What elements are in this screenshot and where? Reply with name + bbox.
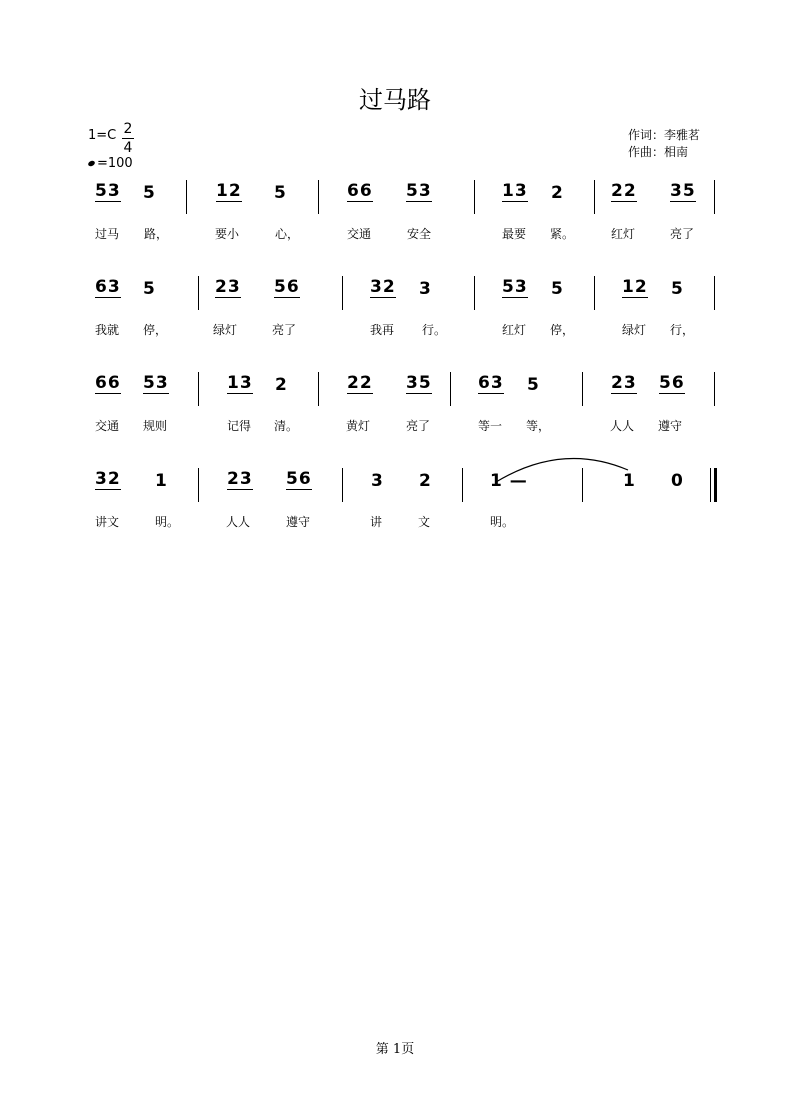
lyric: 文 bbox=[418, 515, 431, 529]
score-system-4 bbox=[88, 470, 718, 570]
lyric: 亮了 bbox=[272, 323, 297, 337]
composer: 作曲：相南 bbox=[628, 145, 689, 159]
note-group: 56 bbox=[659, 373, 685, 393]
lyric: 我就 bbox=[95, 323, 120, 337]
lyric: 明。 bbox=[490, 515, 515, 529]
lyric: 要小 bbox=[215, 227, 240, 241]
time-signature bbox=[120, 120, 136, 157]
lyricist: 作词：李雅茗 bbox=[628, 128, 701, 142]
note-group: 5 bbox=[143, 183, 156, 203]
note-group: 32 bbox=[95, 469, 121, 489]
lyric: 规则 bbox=[143, 419, 168, 433]
note-group: 23 bbox=[227, 469, 253, 489]
lyric: 最要 bbox=[502, 227, 527, 241]
time-signature-top: 2 bbox=[123, 121, 133, 137]
lyric: 停， bbox=[143, 323, 168, 337]
lyric: 讲 bbox=[370, 515, 383, 529]
note-group: 5 bbox=[274, 183, 287, 203]
lyric: 心， bbox=[275, 227, 300, 241]
note-group: 35 bbox=[406, 373, 432, 393]
bar-line bbox=[594, 276, 595, 310]
note-group: 2 bbox=[551, 183, 564, 203]
lyric: 讲文 bbox=[95, 515, 120, 529]
note-group: 5 bbox=[527, 375, 540, 395]
note-group: 23 bbox=[215, 277, 241, 297]
lyric: 人人 bbox=[226, 515, 251, 529]
bar-line bbox=[198, 372, 199, 406]
credits bbox=[628, 127, 700, 161]
bar-line bbox=[714, 372, 715, 406]
lyric: 清。 bbox=[274, 419, 299, 433]
note-group: 66 bbox=[95, 373, 121, 393]
lyric: 等一 bbox=[478, 419, 503, 433]
note-group: 22 bbox=[611, 181, 637, 201]
note-group: 56 bbox=[274, 277, 300, 297]
note-group: 53 bbox=[406, 181, 432, 201]
lyric: 我再 bbox=[370, 323, 395, 337]
bar-line bbox=[198, 276, 199, 310]
bar-line bbox=[318, 372, 319, 406]
lyric: 记得 bbox=[227, 419, 252, 433]
lyric: 路， bbox=[144, 227, 169, 241]
bar-line bbox=[342, 468, 343, 502]
note-group: 13 bbox=[227, 373, 253, 393]
lyric: 明。 bbox=[155, 515, 180, 529]
note-group: 22 bbox=[347, 373, 373, 393]
lyric: 绿灯 bbox=[622, 323, 647, 337]
lyric: 紧。 bbox=[550, 227, 575, 241]
lyric: 遵守 bbox=[658, 419, 683, 433]
time-signature-bottom: 4 bbox=[123, 140, 133, 156]
bar-line bbox=[318, 180, 319, 214]
score-system-3 bbox=[88, 374, 718, 474]
note-group: 53 bbox=[143, 373, 169, 393]
note-group: 5 bbox=[143, 279, 156, 299]
bar-line bbox=[342, 276, 343, 310]
note-group: 13 bbox=[502, 181, 528, 201]
final-bar-thin bbox=[710, 468, 711, 502]
note-group: 3 bbox=[371, 471, 384, 491]
note-group: 0 bbox=[671, 471, 684, 491]
bar-line bbox=[462, 468, 463, 502]
song-title: 过马路 bbox=[359, 86, 431, 114]
score-system-2 bbox=[88, 278, 718, 378]
bar-line bbox=[474, 180, 475, 214]
lyric: 等， bbox=[526, 419, 551, 433]
lyric: 红灯 bbox=[502, 323, 527, 337]
lyric: 亮了 bbox=[406, 419, 431, 433]
lyric: 绿灯 bbox=[213, 323, 238, 337]
note-group: 2 bbox=[419, 471, 432, 491]
note-group: 1 bbox=[155, 471, 168, 491]
lyric: 遵守 bbox=[286, 515, 311, 529]
bar-line bbox=[714, 180, 715, 214]
bar-line bbox=[198, 468, 199, 502]
note-group: 63 bbox=[478, 373, 504, 393]
note-group: 12 bbox=[216, 181, 242, 201]
note-group: 1 — bbox=[490, 471, 528, 491]
lyric: 黄灯 bbox=[346, 419, 371, 433]
score-system-1 bbox=[88, 182, 718, 282]
note-group: 35 bbox=[670, 181, 696, 201]
key-signature: 1=C bbox=[88, 128, 117, 143]
tempo-marking bbox=[88, 156, 133, 171]
note-group: 56 bbox=[286, 469, 312, 489]
bar-line bbox=[186, 180, 187, 214]
lyric: 交通 bbox=[95, 419, 120, 433]
page-footer: 第 1页 bbox=[375, 1042, 415, 1057]
note-group: 63 bbox=[95, 277, 121, 297]
lyric: 安全 bbox=[407, 227, 432, 241]
lyric: 停， bbox=[550, 323, 575, 337]
note-group: 1 bbox=[623, 471, 636, 491]
note-group: 2 bbox=[275, 375, 288, 395]
lyric: 行。 bbox=[422, 323, 447, 337]
note-group: 66 bbox=[347, 181, 373, 201]
note-group: 3 bbox=[419, 279, 432, 299]
note-group: 53 bbox=[502, 277, 528, 297]
bar-line bbox=[594, 180, 595, 214]
bar-line bbox=[582, 468, 583, 502]
note-group: 5 bbox=[551, 279, 564, 299]
note-group: 23 bbox=[611, 373, 637, 393]
lyric: 亮了 bbox=[670, 227, 695, 241]
bar-line bbox=[450, 372, 451, 406]
note-group: 53 bbox=[95, 181, 121, 201]
lyric: 人人 bbox=[610, 419, 635, 433]
bar-line bbox=[474, 276, 475, 310]
note-group: 5 bbox=[671, 279, 684, 299]
note-group: 32 bbox=[370, 277, 396, 297]
lyric: 交通 bbox=[347, 227, 372, 241]
final-bar-thick bbox=[714, 468, 717, 502]
lyric: 过马 bbox=[95, 227, 120, 241]
tempo-value: =100 bbox=[97, 156, 133, 171]
note-group: 12 bbox=[622, 277, 648, 297]
lyric: 红灯 bbox=[611, 227, 636, 241]
bar-line bbox=[714, 276, 715, 310]
lyric: 行， bbox=[670, 323, 695, 337]
bar-line bbox=[582, 372, 583, 406]
quarter-note-icon bbox=[87, 160, 95, 167]
